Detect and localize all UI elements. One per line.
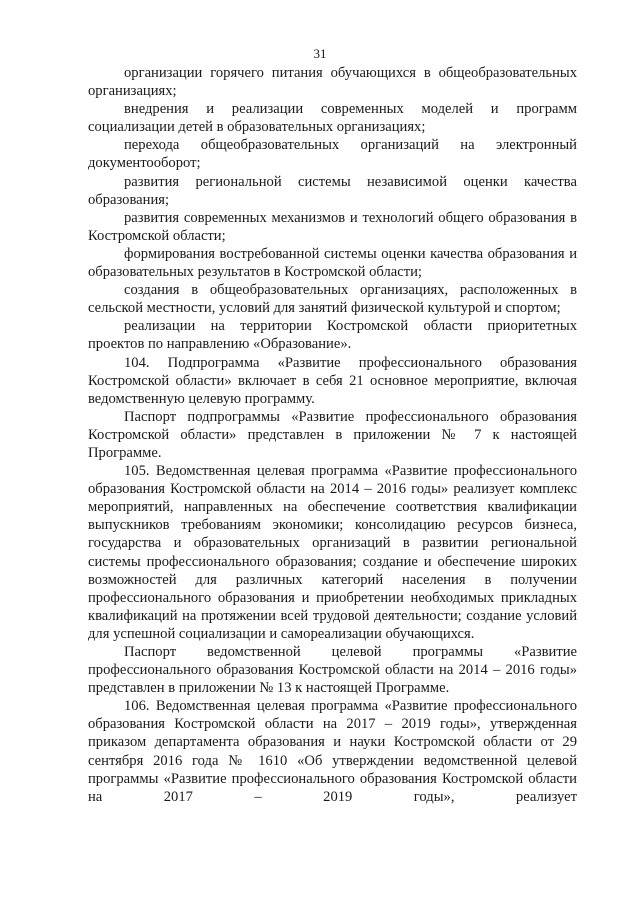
paragraph: организации горячего питания обучающихся в общеобразовательных организациях; xyxy=(88,65,577,100)
paragraph: реализации на территории Костромской области приоритетных проектов по направлению «Образование». xyxy=(88,318,577,353)
paragraph: 105. Ведомственная целевая программа «Развитие профессионального образования Костромской области на 2014 – 2016 годы» реализует комплекс мероприятий, направленных на обеспечение соответствия квалификации выпускников требованиям экономики; консолидацию ресурсов бизнеса, государства и образовательных организаций в развитии региональной системы профессионального образования; создание и обеспечение широких возможностей для различных категорий населения в получении профессионального образования и приобретении необходимых прикладных квалификаций на протяжении всей трудовой деятельности; создание условий для успешной социализации и самореализации обучающихся. xyxy=(88,463,577,642)
paragraph: формирования востребованной системы оценки качества образования и образовательных результатов в Костромской области; xyxy=(88,245,577,281)
paragraph: развития современных механизмов и технологий общего образования в Костромской области; xyxy=(88,209,577,244)
page-number: 31 xyxy=(313,46,327,61)
paragraph: создания в общеобразовательных организациях, расположенных в сельской местности, условий для занятий физической культурой и спортом; xyxy=(88,282,577,317)
paragraph: перехода общеобразовательных организаций на электронный документооборот; xyxy=(88,137,577,172)
paragraph: развития региональной системы независимой оценки качества образования; xyxy=(88,173,577,208)
paragraph: 104. Подпрограмма «Развитие профессионального образования Костромской области» включает в себя 21 основное мероприятие, включая ведомственную целевую программу. xyxy=(88,354,577,407)
paragraph: Паспорт ведомственной целевой программы «Развитие профессионального образования Костромской области на 2014 – 2016 годы» представлен в приложении № 13 к настоящей Программе. xyxy=(88,644,577,697)
document-body xyxy=(88,64,577,806)
paragraph: внедрения и реализации современных моделей и программ социализации детей в образовательных организациях; xyxy=(88,101,577,136)
paragraph: Паспорт подпрограммы «Развитие профессионального образования Костромской области» представлен в приложении № 7 к настоящей Программе. xyxy=(88,408,577,461)
paragraph: 106. Ведомственная целевая программа «Развитие профессионального образования Костромской области на 2017 – 2019 годы», утвержденная приказом департамента образования и науки Костромской области от 29 сентября 2016 года № 1610 «Об утверждении ведомственной целевой программы «Развитие профессионального образования Костромской области на 2017 – 2019 годы», реализует xyxy=(88,698,577,805)
